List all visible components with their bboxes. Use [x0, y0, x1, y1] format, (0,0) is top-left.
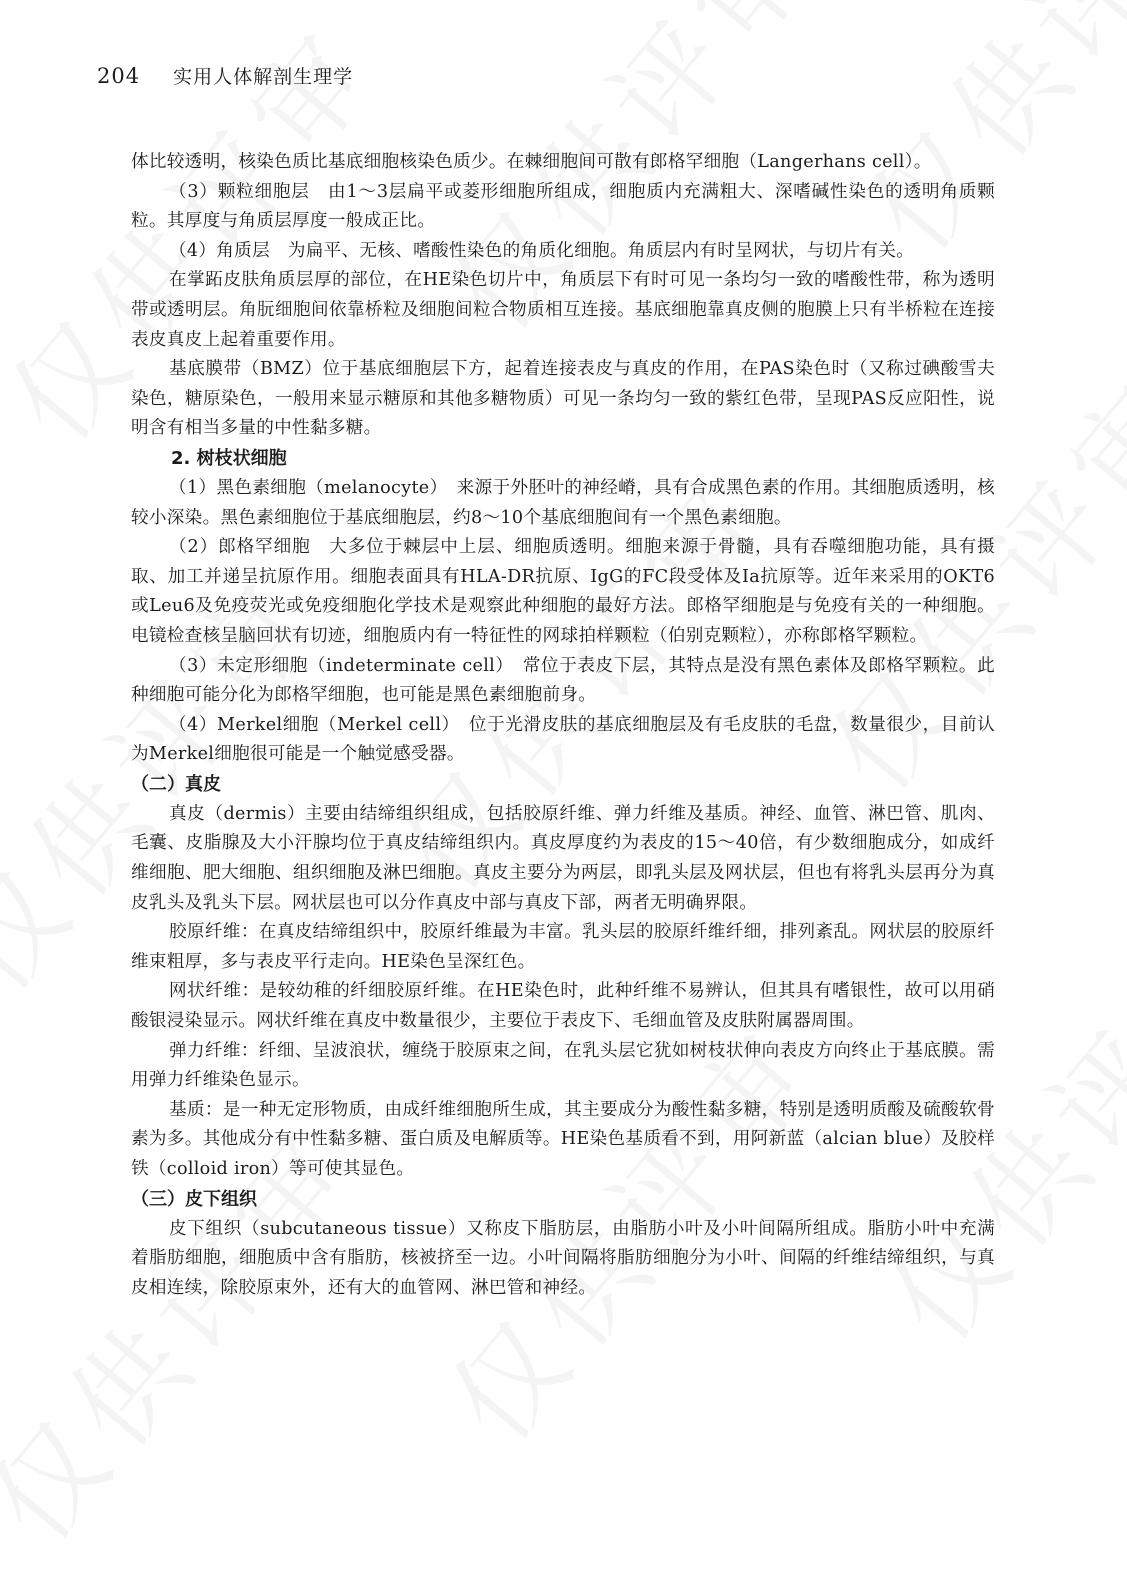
paragraph: （4）角质层 为扁平、无核、嗜酸性染色的角质化细胞。角质层内有时呈网状，与切片有关。 [169, 240, 915, 261]
paragraph: 胶原纤维：在真皮结缔组织中，胶原纤维最为丰富。乳头层的胶原纤维纤细，排列紊乱。网状层的胶原纤维束粗厚，多与表皮平行走向。HE染色呈深红色。 [131, 922, 995, 972]
section-heading: 2. 树枝状细胞 [171, 447, 287, 469]
paragraph: （1）黑色素细胞（melanocyte） 来源于外胚叶的神经嵴，具有合成黑色素的作用。其细胞质透明，核较小深染。黑色素细胞位于基底细胞层，约8～10个基底细胞间有一个黑色素细胞。 [131, 477, 995, 528]
paragraph: （3）未定形细胞（indeterminate cell） 常位于表皮下层，其特点是没有黑色素体及郎格罕颗粒。此种细胞可能分化为郎格罕细胞，也可能是黑色素细胞前身。 [131, 655, 995, 706]
paragraph: （2）郎格罕细胞 大多位于棘层中上层、细胞质透明。细胞来源于骨髓，具有吞噬细胞功能，具有摄取、加工并递呈抗原作用。细胞表面具有HLA-DR抗原、IgG的FC段受体及Ia抗原等。近年来采用的OKT6或Leu6及免疫荧光或免疫细胞化学技术是观察此种细胞的最好方法。郎格罕细胞是与免疫有关的一种细胞。电镜检查核呈脑回状有切迹，细胞质内有一特征性的网球拍样颗粒（伯别克颗粒），亦称郎格罕颗粒。 [131, 537, 995, 646]
page-header [97, 62, 353, 89]
page-body [131, 148, 995, 1303]
paragraph: 基质：是一种无定形物质，由成纤维细胞所生成，其主要成分为酸性黏多糖，特别是透明质酸及硫酸软骨素为多。其他成分有中性黏多糖、蛋白质及电解质等。HE染色基质看不到，用阿新蓝（alcian blue）及胶样铁（colloid iron）等可使其显色。 [131, 1099, 995, 1179]
page-number: 204 [97, 64, 141, 88]
paragraph: （3）颗粒细胞层 由1～3层扁平或菱形细胞所组成，细胞质内充满粗大、深嗜碱性染色的透明角质颗粒。其厚度与角质层厚度一般成正比。 [131, 181, 995, 232]
paragraph: （4）Merkel细胞（Merkel cell） 位于光滑皮肤的基底细胞层及有毛皮肤的毛盘，数量很少，目前认为Merkel细胞很可能是一个触觉感受器。 [131, 714, 995, 765]
paragraph: 真皮（dermis）主要由结缔组织组成，包括胶原纤维、弹力纤维及基质。神经、血管、淋巴管、肌肉、毛囊、皮脂腺及大小汗腺均位于真皮结缔组织内。真皮厚度约为表皮的15～40倍，有少数细胞成分，如成纤维细胞、肥大细胞、组织细胞及淋巴细胞。真皮主要分为两层，即乳头层及网状层，但也有将乳头层再分为真皮乳头及乳头下层。网状层也可以分作真皮中部与真皮下部，两者无明确界限。 [131, 803, 995, 913]
section-heading: （三）皮下组织 [131, 1188, 257, 1210]
section-heading: （二）真皮 [131, 773, 221, 795]
paragraph: 基底膜带（BMZ）位于基底细胞层下方，起着连接表皮与真皮的作用，在PAS染色时（又称过碘酸雪夫染色，糖原染色，一般用来显示糖原和其他多糖物质）可见一条均匀一致的紫红色带，呈现PAS反应阳性，说明含有相当多量的中性黏多糖。 [131, 359, 995, 439]
paragraph: 在掌跖皮肤角质层厚的部位，在HE染色切片中，角质层下有时可见一条均匀一致的嗜酸性带，称为透明带或透明层。角朊细胞间依靠桥粒及细胞间粒合物质相互连接。基底细胞靠真皮侧的胞膜上只有半桥粒在连接表皮真皮上起着重要作用。 [131, 270, 995, 350]
paragraph: 网状纤维：是较幼稚的纤细胶原纤维。在HE染色时，此种纤维不易辨认，但其具有嗜银性，故可以用硝酸银浸染显示。网状纤维在真皮中数量很少，主要位于表皮下、毛细血管及皮肤附属器周围。 [131, 981, 995, 1032]
paragraph: 体比较透明，核染色质比基底细胞核染色质少。在棘细胞间可散有郎格罕细胞（Langerhans cell）。 [131, 152, 932, 172]
paragraph: 皮下组织（subcutaneous tissue）又称皮下脂肪层，由脂肪小叶及小叶间隔所组成。脂肪小叶中充满着脂肪细胞，细胞质中含有脂肪，核被挤至一边。小叶间隔将脂肪细胞分为小叶、间隔的纤维结缔组织，与真皮相连续，除胶原束外，还有大的血管网、淋巴管和神经。 [131, 1218, 995, 1298]
paragraph: 弹力纤维：纤细、呈波浪状，缠绕于胶原束之间，在乳头层它犹如树枝状伸向表皮方向终止于基底膜。需用弹力纤维染色显示。 [131, 1040, 995, 1091]
book-title: 实用人体解剖生理学 [173, 66, 354, 88]
